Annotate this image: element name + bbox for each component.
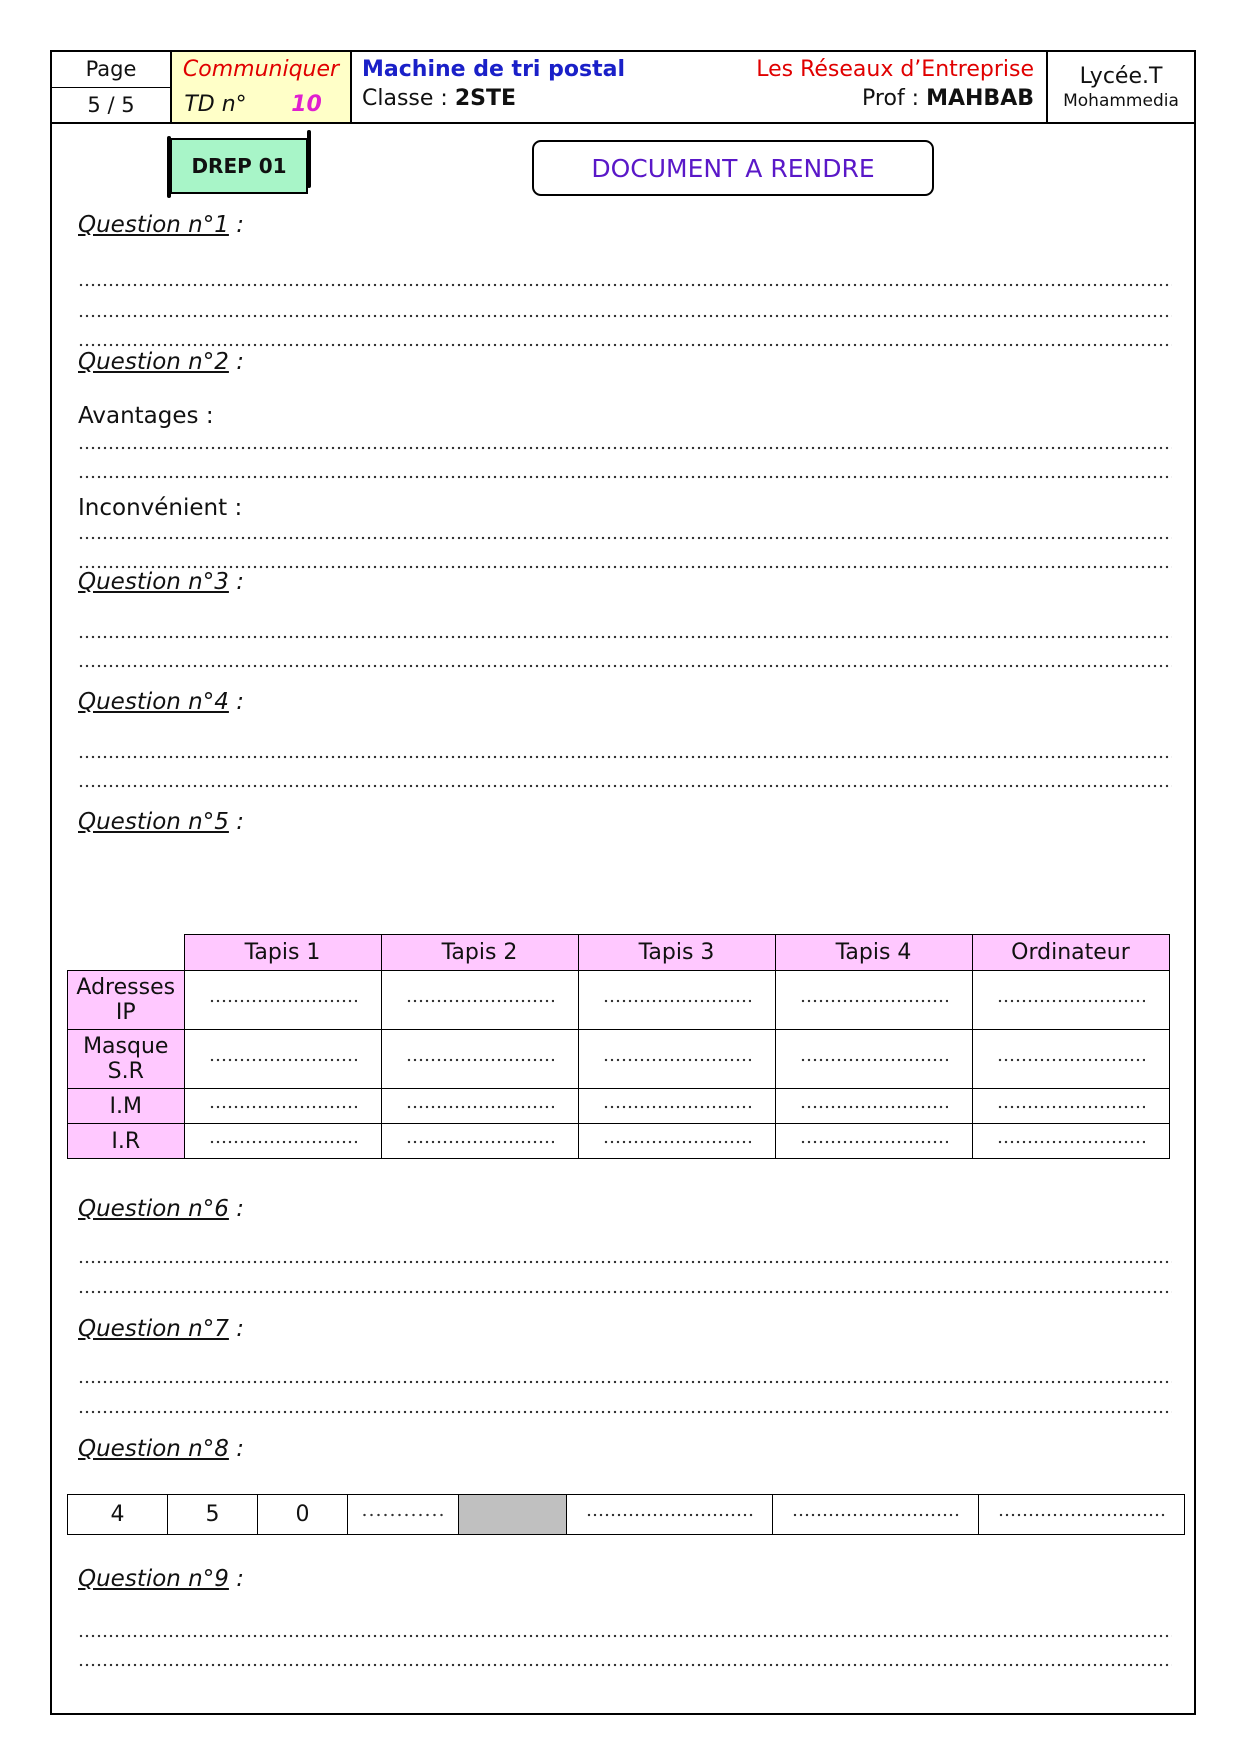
answer-cell[interactable] (972, 971, 1169, 1030)
prof-value: MAHBAB (926, 86, 1034, 111)
answer-line[interactable] (78, 664, 1172, 668)
answer-cell[interactable] (381, 971, 578, 1030)
question-3: Question n°3 : (78, 569, 244, 595)
row-header: Masque S.R (68, 1030, 185, 1089)
td-number: 10 (291, 92, 322, 117)
answer-line[interactable] (78, 635, 1172, 639)
question-9: Question n°9 : (78, 1566, 244, 1592)
class-label: Classe : (362, 86, 455, 111)
answer-cell[interactable] (578, 1089, 775, 1124)
question-6: Question n°6 : (78, 1196, 244, 1222)
answer-cell[interactable] (773, 1495, 979, 1535)
answer-line[interactable] (78, 1663, 1172, 1667)
answer-cell[interactable] (775, 1089, 972, 1124)
table-row (68, 1495, 1185, 1535)
page-frame (50, 50, 1196, 1715)
col-header: Tapis 3 (578, 935, 775, 971)
class-line (362, 86, 516, 111)
section-title: Communiquer (182, 57, 340, 82)
answer-cell[interactable] (578, 971, 775, 1030)
answer-line[interactable] (78, 784, 1172, 788)
answer-cell[interactable] (578, 1030, 775, 1089)
title-cell (352, 52, 1048, 122)
question-7: Question n°7 : (78, 1316, 244, 1342)
answer-line[interactable] (78, 1290, 1172, 1294)
avantages-label: Avantages : (78, 403, 214, 429)
col-header: Ordinateur (972, 935, 1169, 971)
frame-cell: 4 (68, 1495, 168, 1535)
answer-cell[interactable] (184, 1030, 381, 1089)
question-4: Question n°4 : (78, 689, 244, 715)
answer-cell[interactable] (578, 1124, 775, 1159)
answer-cell[interactable] (979, 1495, 1185, 1535)
table-corner (68, 935, 185, 971)
row-header: I.R (68, 1124, 185, 1159)
answer-cell[interactable] (381, 1124, 578, 1159)
table-row (68, 1124, 1170, 1159)
answer-line[interactable] (78, 343, 1172, 347)
table-row (68, 971, 1170, 1030)
answer-cell[interactable] (348, 1495, 459, 1535)
answer-cell[interactable] (184, 1124, 381, 1159)
answer-line[interactable] (78, 1260, 1172, 1264)
frame-cell: 5 (168, 1495, 258, 1535)
frame-table (67, 1494, 1185, 1535)
question-8: Question n°8 : (78, 1436, 244, 1462)
school-city: Mohammedia (1063, 90, 1179, 111)
row-header: I.M (68, 1089, 185, 1124)
col-header: Tapis 4 (775, 935, 972, 971)
answer-line[interactable] (78, 314, 1172, 318)
frame-cell: 0 (258, 1495, 348, 1535)
answer-cell[interactable] (775, 971, 972, 1030)
document-title-box: DOCUMENT A RENDRE (532, 140, 934, 196)
school-name: Lycée.T (1079, 63, 1163, 89)
answer-line[interactable] (78, 283, 1172, 287)
course-title: Les Réseaux d’Entreprise (756, 57, 1034, 82)
answer-cell[interactable] (775, 1030, 972, 1089)
col-header: Tapis 2 (381, 935, 578, 971)
question-2: Question n°2 : (78, 349, 244, 375)
answer-cell[interactable] (972, 1089, 1169, 1124)
col-header: Tapis 1 (184, 935, 381, 971)
answer-line[interactable] (78, 755, 1172, 759)
answer-cell[interactable] (972, 1030, 1169, 1089)
answer-cell[interactable] (184, 1089, 381, 1124)
answer-line[interactable] (78, 475, 1172, 479)
answer-line[interactable] (78, 1380, 1172, 1384)
header-bar (52, 52, 1194, 124)
answer-line[interactable] (78, 1410, 1172, 1414)
drep-badge: DREP 01 (170, 138, 308, 194)
answer-cell[interactable] (567, 1495, 773, 1535)
row-header: Adresses IP (68, 971, 185, 1030)
td-label (172, 87, 350, 122)
section-cell (172, 52, 352, 122)
inconvenient-label: Inconvénient : (78, 495, 243, 521)
page-number: 5 / 5 (87, 92, 135, 117)
address-table (67, 934, 1170, 1159)
table-row (68, 1089, 1170, 1124)
school-cell (1048, 52, 1194, 122)
question-5: Question n°5 : (78, 809, 244, 835)
answer-line[interactable] (78, 1634, 1172, 1638)
answer-cell[interactable] (381, 1030, 578, 1089)
grey-cell (459, 1495, 567, 1535)
answer-line[interactable] (78, 446, 1172, 450)
answer-cell[interactable] (184, 971, 381, 1030)
answer-cell[interactable] (381, 1089, 578, 1124)
prof-label: Prof : (862, 86, 927, 111)
question-1: Question n°1 : (78, 212, 244, 238)
answer-line[interactable] (78, 536, 1172, 540)
page-cell (52, 52, 172, 122)
prof-line (862, 86, 1034, 111)
page-label: Page (52, 52, 170, 88)
answer-cell[interactable] (972, 1124, 1169, 1159)
doc-subject-title: Machine de tri postal (362, 57, 625, 82)
class-value: 2STE (454, 86, 516, 111)
answer-cell[interactable] (775, 1124, 972, 1159)
td-prefix: TD n° (184, 92, 247, 117)
table-row (68, 1030, 1170, 1089)
